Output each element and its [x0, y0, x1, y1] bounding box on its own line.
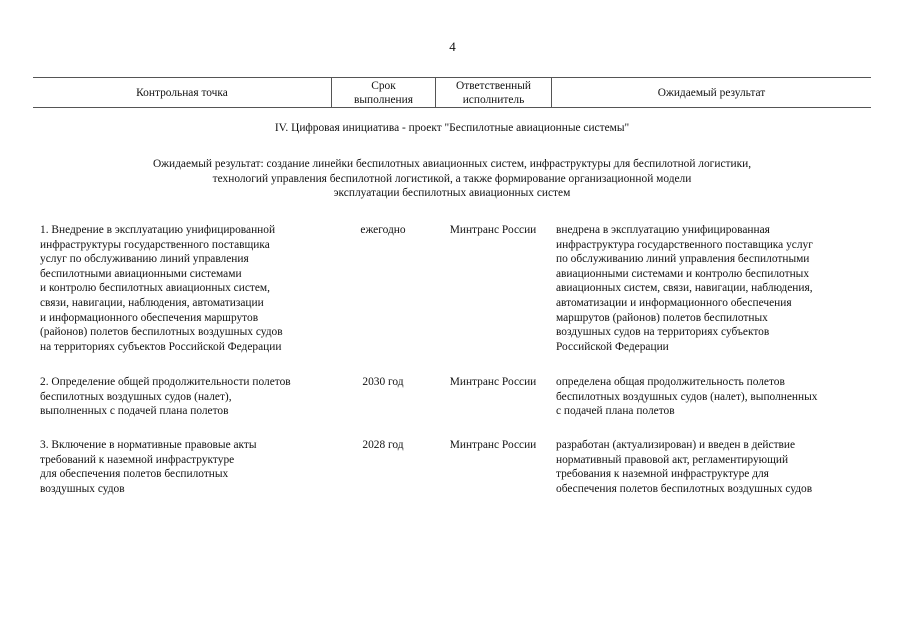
page-number: 4: [449, 39, 456, 54]
table-header-bottom-rule: [33, 107, 871, 108]
row-1-term: ежегодно: [360, 224, 406, 236]
header-term: Срок выполнения: [354, 80, 413, 106]
header-executor: Ответственный исполнитель: [455, 80, 532, 106]
row-3-result: разработан (актуализирован) и введен в действие нормативный правовой акт, регламентирующий требования к наземной инфраструктуре для обеспечения полетов беспилотных воздушных судов: [556, 439, 813, 495]
row-1-result: внедрена в эксплуатацию унифицированная инфраструктура государственного поставщика услуг по обслуживанию линий управления беспилотными авиационными системами и контролю беспилотных авиационных систем, связи, навигации, наблюдения, автоматизации и информационного обеспечения маршрутов (районов) полетов беспилотных воздушных судов на территориях субъектов Российской Федерации: [556, 224, 813, 353]
row-1-checkpoint: 1. Внедрение в эксплуатацию унифицированной инфраструктуры государственного поставщика услуг по обслуживанию линий управления беспилотными авиационными системами и контролю беспилотных авиационных систем, связи, навигации, наблюдения, автоматизации и информационного обеспечения маршрутов (районов) полетов беспилотных воздушных судов на территориях субъектов Российской Федерации: [40, 224, 283, 353]
header-result: Ожидаемый результат: [657, 87, 766, 99]
row-2-checkpoint: 2. Определение общей продолжительности полетов беспилотных воздушных судов (налет), выполненных с подачей плана полетов: [40, 376, 291, 418]
expected-result: Ожидаемый результат: создание линейки беспилотных авиационных систем, инфраструктуры для беспилотной логистики, технологий управления беспилотной логистикой, а также формирование организационной модели эксплуатации беспилотных авиационных систем: [152, 158, 752, 200]
table-header-top-rule: [33, 77, 871, 78]
row-3-checkpoint: 3. Включение в нормативные правовые акты требований к наземной инфраструктуре для обеспечения полетов беспилотных воздушных судов: [40, 439, 257, 495]
row-3-executor: Минтранс России: [449, 439, 537, 451]
row-2-result: определена общая продолжительность полетов беспилотных воздушных судов (налет), выполненных с подачей плана полетов: [556, 376, 818, 418]
header-checkpoint: Контрольная точка: [136, 87, 228, 99]
row-2-executor: Минтранс России: [449, 376, 537, 388]
row-3-term: 2028 год: [362, 439, 404, 451]
row-2-term: 2030 год: [362, 376, 404, 388]
section-title: IV. Цифровая инициатива - проект "Беспилотные авиационные системы": [274, 122, 630, 134]
row-1-executor: Минтранс России: [449, 224, 537, 236]
